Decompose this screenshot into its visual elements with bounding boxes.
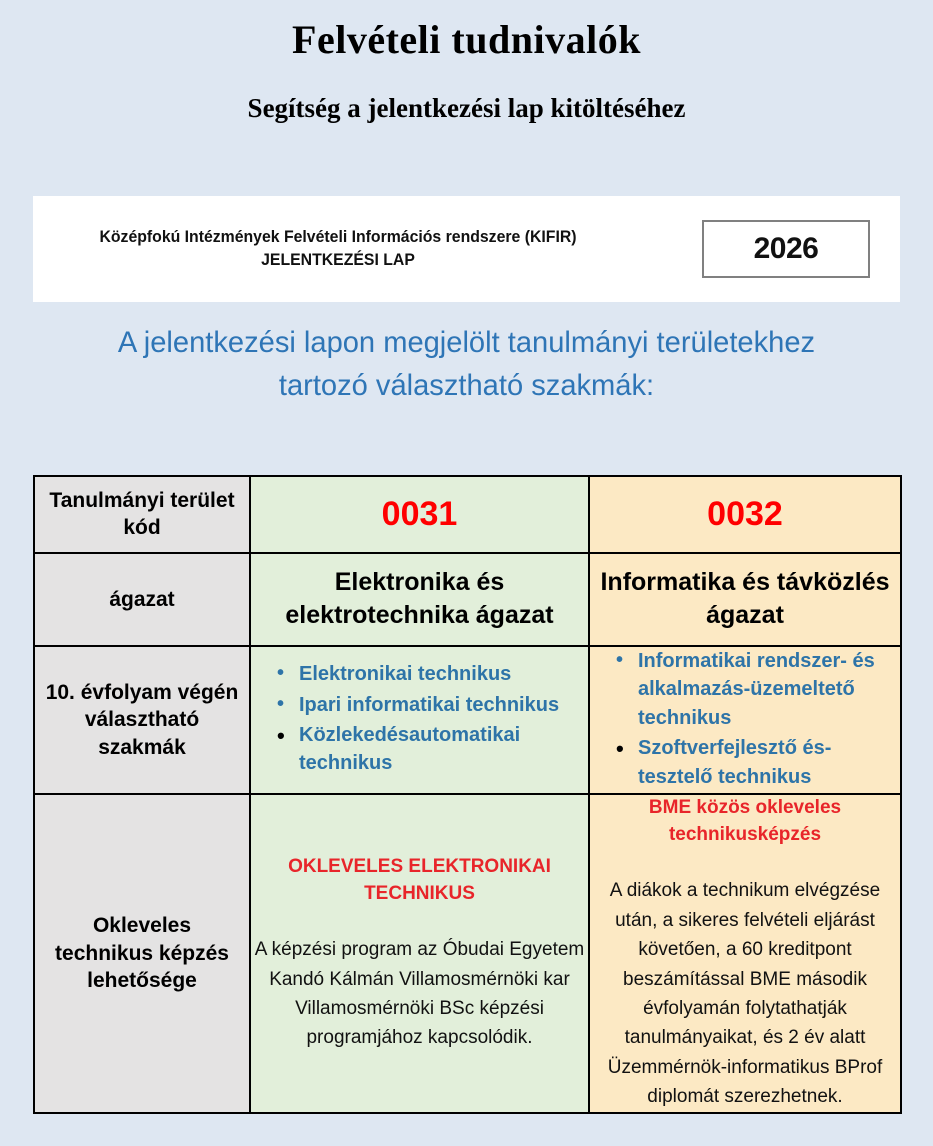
study-fields-table xyxy=(33,475,902,1114)
kifir-banner-inner xyxy=(33,196,900,302)
kifir-banner-text xyxy=(59,226,617,272)
row-label-professions-text: 10. évfolyam végén választható szakmák xyxy=(45,681,239,759)
page-subtitle: Segítség a jelentkezési lap kitöltéséhez xyxy=(247,93,686,123)
cell-sector-green-text: Elektronika és elektrotechnika ágazat xyxy=(285,567,554,630)
cell-code-0031 xyxy=(250,476,589,553)
professions-amber-list xyxy=(590,647,900,791)
cell-code-0032 xyxy=(589,476,901,553)
table-row-professions xyxy=(34,646,901,794)
row-label-professions xyxy=(34,646,250,794)
code-0031-text: 0031 xyxy=(381,494,458,533)
kifir-banner xyxy=(33,196,900,302)
table-row-sector xyxy=(34,553,901,647)
list-item: • Informatikai rendszer- és alkalmazás-üzemeltető technikus xyxy=(616,647,900,732)
row-label-diploma-text: Okleveles technikus képzés lehetősége xyxy=(55,914,229,993)
row-label-diploma xyxy=(34,794,250,1113)
diploma-amber-heading: BME közös okleveles technikusképzés xyxy=(648,797,842,845)
row-label-code xyxy=(34,476,250,553)
row-label-sector xyxy=(34,553,250,647)
kifir-year-box: 2026 xyxy=(702,220,870,278)
diploma-green-body: A képzési program az Óbudai Egyetem Kandó Kálmán Villamosmérnöki kar Villamosmérnöki BSc képzési programjához kapcsolódik. xyxy=(254,939,585,1049)
kifir-banner-line1: Középfokú Intézmények Felvételi Információs rendszere (KIFIR) xyxy=(99,227,577,247)
cell-sector-amber-text: Informatika és távközlés ágazat xyxy=(600,567,890,630)
row-label-code-text: Tanulmányi terület kód xyxy=(49,489,235,540)
cell-professions-green xyxy=(250,646,589,794)
list-item: • Elektronikai technikus xyxy=(277,660,588,688)
lead-paragraph xyxy=(46,322,887,407)
cell-sector-amber xyxy=(589,553,901,647)
diploma-green-heading: OKLEVELES ELEKTRONIKAI TECHNIKUS xyxy=(288,855,551,904)
list-item: • Közlekedésautomatikai technikus xyxy=(277,721,588,778)
cell-professions-amber xyxy=(589,646,901,794)
kifir-banner-line2: JELENTKEZÉSI LAP xyxy=(261,250,415,269)
page-title: Felvételi tudnivalók xyxy=(292,17,641,62)
list-item: • Szoftverfejlesztő és-tesztelő technikus xyxy=(616,734,900,791)
lead-line-1: A jelentkezési lapon megjelölt tanulmányi területekhez xyxy=(117,326,816,359)
diploma-amber-body: A diákok a technikum elvégzése után, a sikeres felvételi eljárást követően, a 60 kreditpont beszámítással BME második évfolyamán folytathatják tanulmányaikat, és 2 év alatt Üzemmérnök-informatikus BProf diplomát szerezhetnek. xyxy=(607,880,883,1108)
cell-diploma-green xyxy=(250,794,589,1113)
cell-diploma-amber xyxy=(589,794,901,1113)
row-label-sector-text: ágazat xyxy=(109,587,175,611)
cell-sector-green xyxy=(250,553,589,647)
professions-green-list xyxy=(251,660,588,778)
table-row-code xyxy=(34,476,901,553)
list-item: • Ipari informatikai technikus xyxy=(277,691,588,719)
lead-line-2: tartozó választható szakmák: xyxy=(278,368,655,402)
code-0032-text: 0032 xyxy=(707,494,783,533)
table-row-diploma xyxy=(34,794,901,1113)
